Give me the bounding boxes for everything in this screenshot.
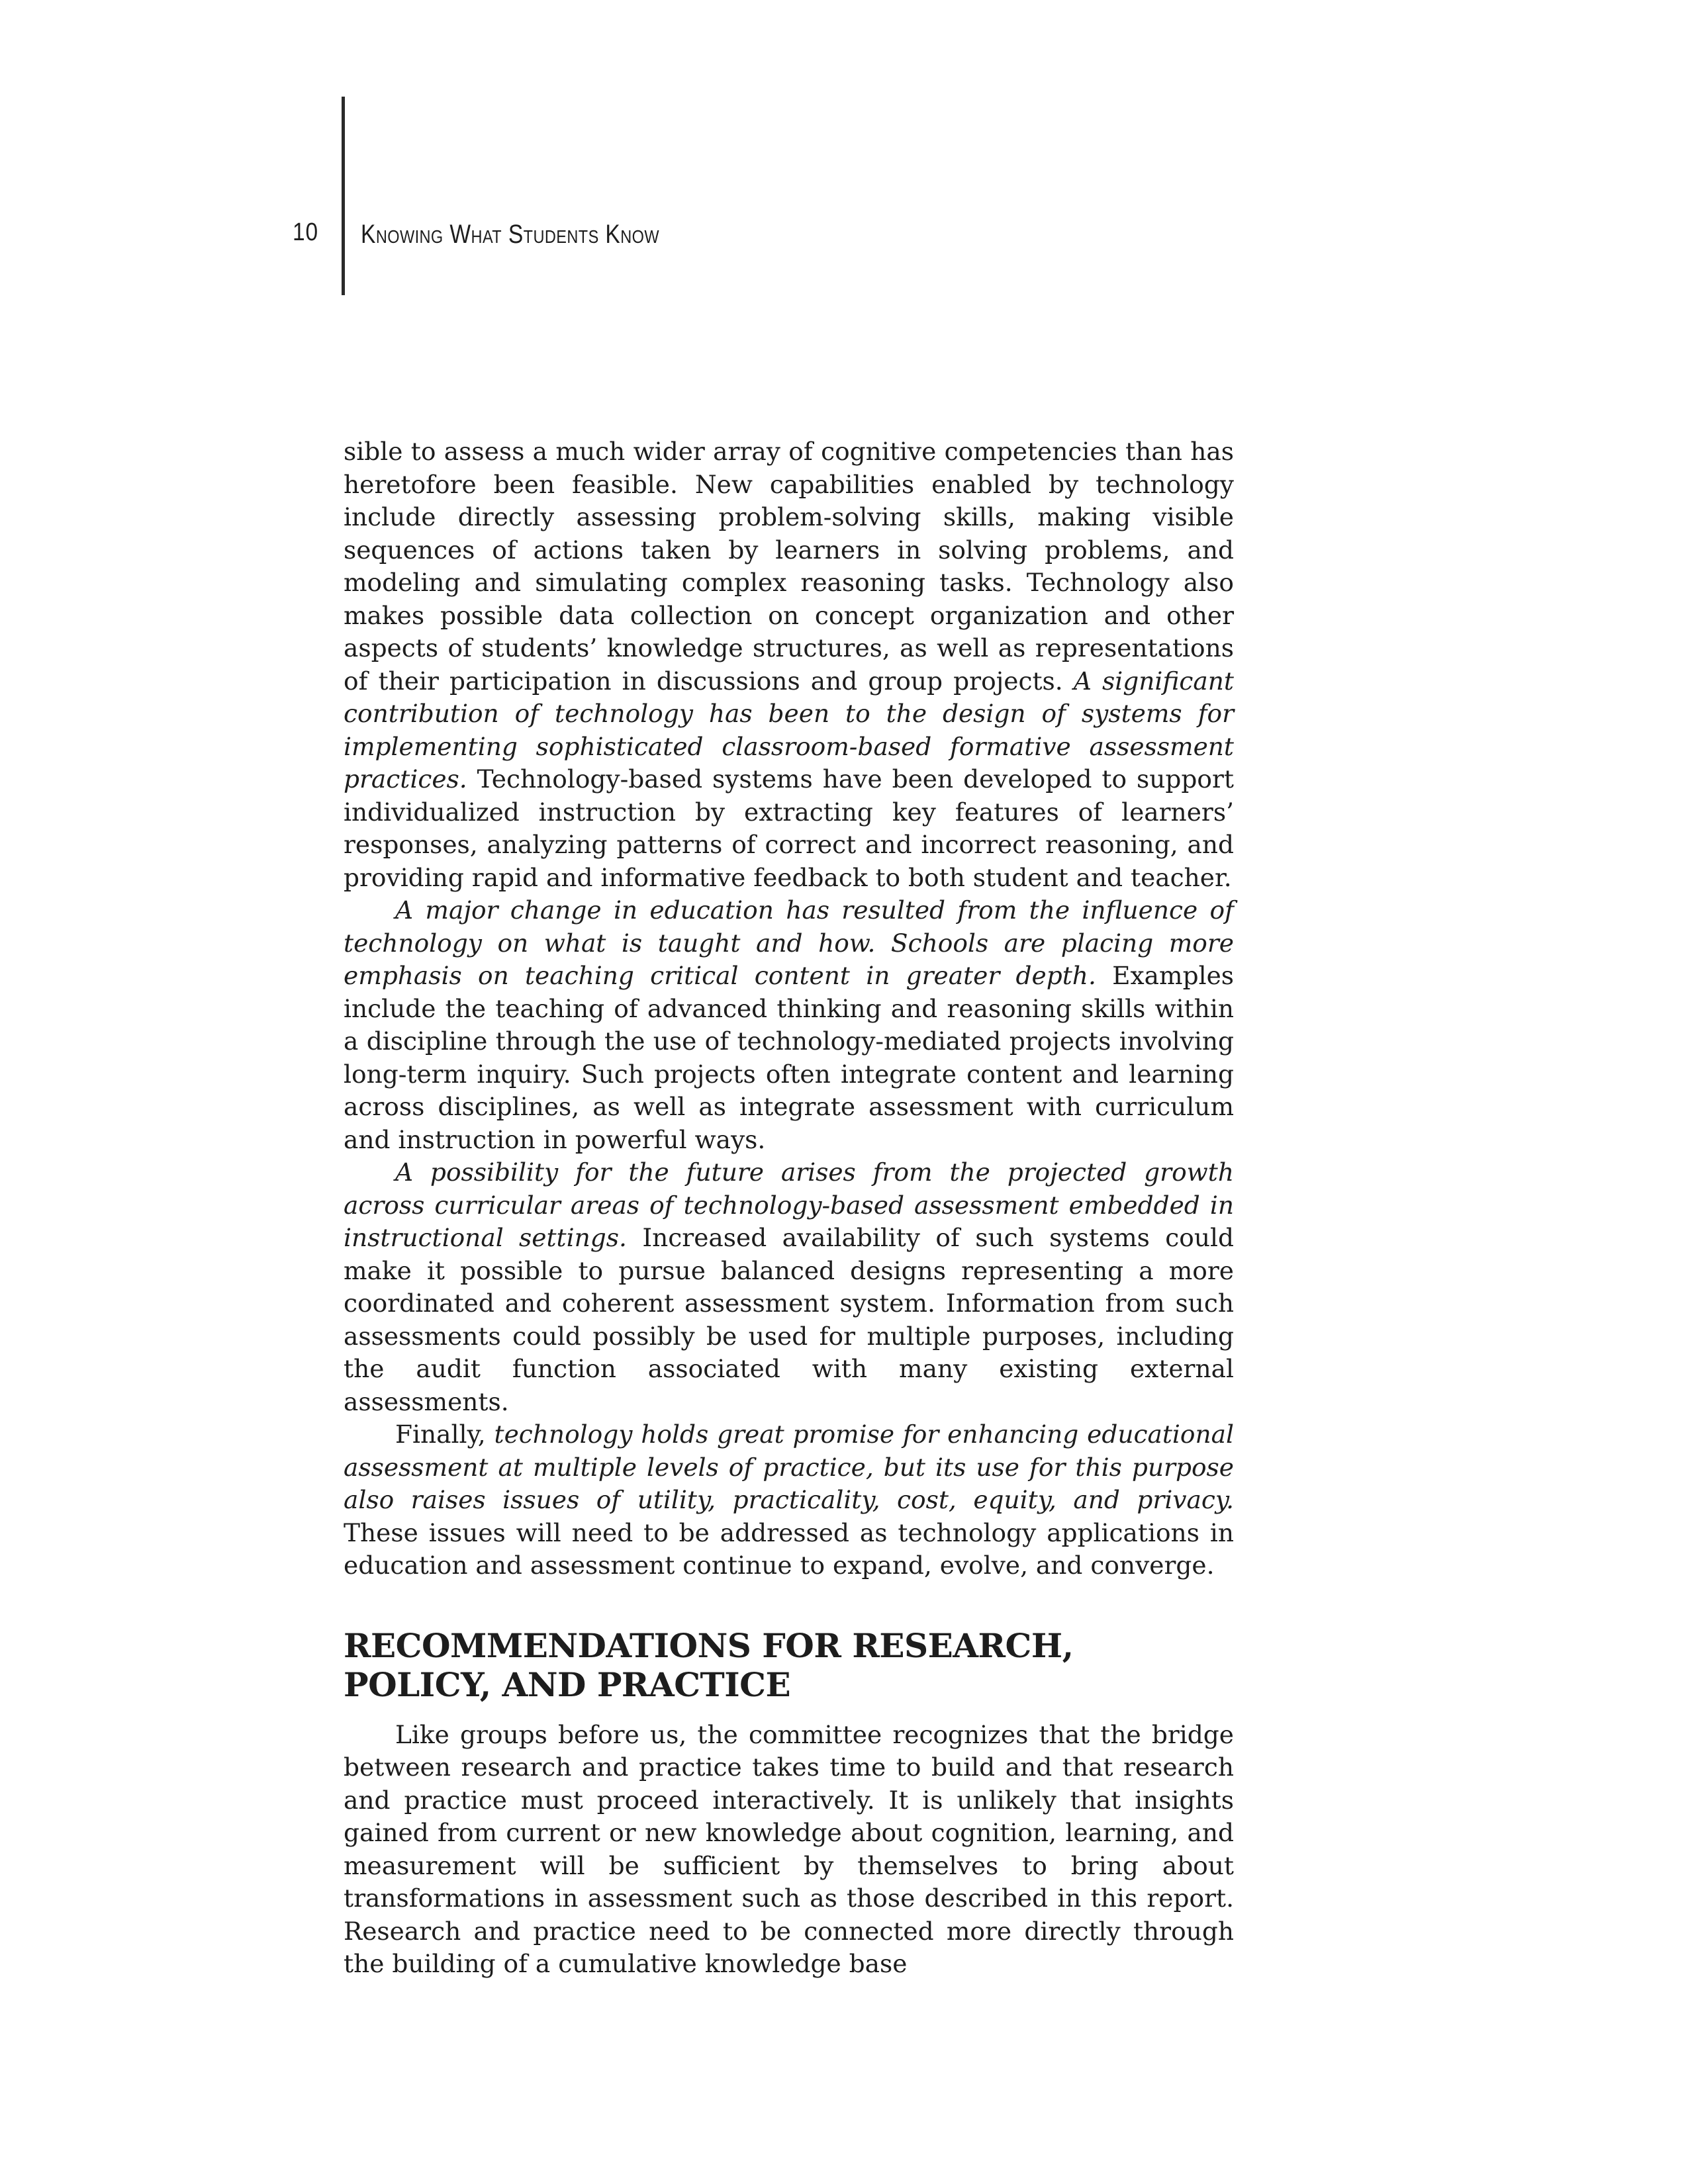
paragraph-intro-text: Finally, (395, 1420, 494, 1449)
section-heading (344, 1626, 1234, 1704)
paragraph-text: Examples include the teaching of advanced thinking and reasoning skills within a discipline through the use of technology-mediated projects involving long-term inquiry. Such projects often integrate content and learning across disciplines, as well as integrate assessment with curriculum and instruction in powerful ways. (344, 961, 1234, 1154)
body-text (344, 435, 1234, 1981)
emphasis-text: technology holds great promise for enhancing educational assessment at multiple levels of practice, but its use for this purpose also raises issues of utility, practicality, cost, equity, and privacy. (344, 1420, 1234, 1514)
header-divider-rule (342, 97, 345, 295)
emphasis-text: A major change in education has resulted from the influence of technology on what is taught and how. Schools are placing more emphasis on teaching critical content in greater depth. (344, 895, 1234, 990)
paragraph-text: Technology-based systems have been developed to support individualized instruction by extracting key features of learners’ responses, analyzing patterns of correct and incorrect reasoning, and providing rapid and informative feedback to both student and teacher. (344, 764, 1234, 892)
paragraph-recommendations-intro: Like groups before us, the committee recognizes that the bridge between research and practice takes time to build and that research and practice must proceed interactively. It is unlikely that insights gained from current or new knowledge about cognition, learning, and measurement will be sufficient by themselves to bring about transformations in assessment such as those described in this report. Research and practice need to be connected more directly through the building of a cumulative knowledge base (344, 1719, 1234, 1978)
section-heading-line-1: RECOMMENDATIONS FOR RESEARCH, (344, 1625, 1074, 1665)
page-number: 10 (293, 218, 318, 246)
emphasis-text: A significant contribution of technology has been to the design of systems for implementing sophisticated classroom-based formative assessment practices. (344, 666, 1234, 794)
paragraph-future-possibility (344, 1156, 1234, 1418)
paragraph-intro-text: sible to assess a much wider array of cognitive competencies than has heretofore been feasible. New capabilities enabled by technology include directly assessing problem-solving skills, making visible sequences of actions taken by learners in solving problems, and modeling and simulating complex reasoning tasks. Technology also makes possible data collection on concept organization and other aspects of students’ knowledge structures, as well as representations of their participation in discussions and group projects. (344, 437, 1234, 696)
paragraph-text: Increased availability of such systems could make it possible to pursue balanced designs representing a more coordinated and coherent assessment system. Information from such assessments could possibly be used for multiple purposes, including the audit function associated with many existing external assessments. (344, 1223, 1234, 1416)
emphasis-text: A possibility for the future arises from the projected growth across curricular areas of technology-based assessment embedded in instructional settings. (344, 1158, 1234, 1252)
running-head-title: Knowing What Students Know (361, 220, 660, 249)
paragraph-finally (344, 1418, 1234, 1582)
paragraph-major-change (344, 894, 1234, 1156)
section-heading-line-2: POLICY, AND PRACTICE (344, 1664, 791, 1704)
paragraph-text: These issues will need to be addressed as technology applications in education and assessment continue to expand, evolve, and converge. (344, 1518, 1234, 1580)
paragraph-technology-competencies (344, 435, 1234, 894)
